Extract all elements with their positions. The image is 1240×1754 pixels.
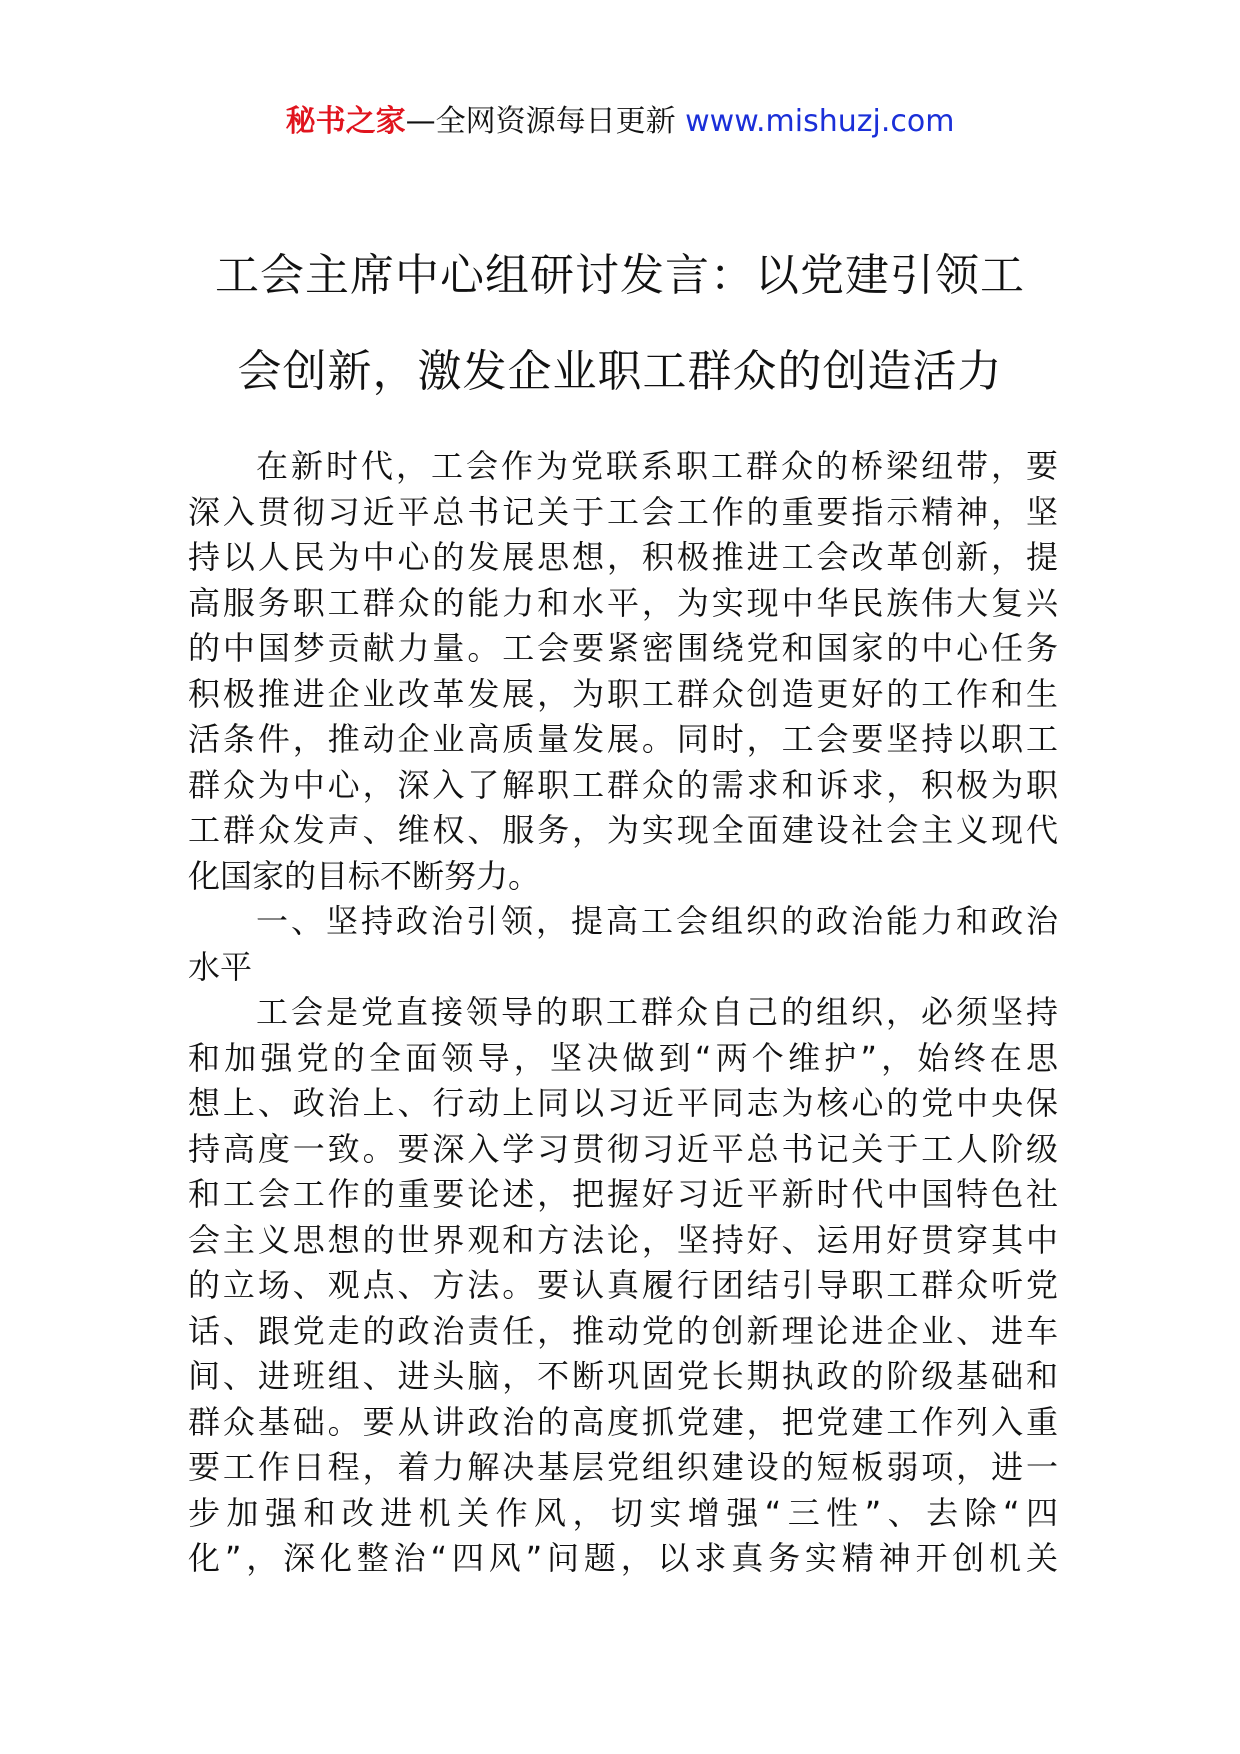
site-header bbox=[0, 100, 1240, 144]
paragraph-line: 和加强党的全面领导，坚决做到“两个维护”，始终在思 bbox=[188, 1038, 1058, 1077]
paragraph-line: 群众基础。要从讲政治的高度抓党建，把党建工作列入重 bbox=[188, 1402, 1058, 1441]
title-line: 工会主席中心组研讨发言：以党建引领工 bbox=[215, 250, 1025, 301]
paragraph-line: 和工会工作的重要论述，把握好习近平新时代中国特色社 bbox=[188, 1175, 1058, 1213]
paragraph-line: 在新时代，工会作为党联系职工群众的桥梁纽带，要 bbox=[256, 447, 1058, 485]
paragraph-line: 持以人民为中心的发展思想，积极推进工会改革创新，提 bbox=[188, 538, 1058, 576]
paragraph-line: 的立场、观点、方法。要认真履行团结引导职工群众听党 bbox=[188, 1266, 1058, 1304]
paragraph-line: 活条件，推动企业高质量发展。同时，工会要坚持以职工 bbox=[188, 720, 1058, 758]
section-heading-line: 一、坚持政治引领，提高工会组织的政治能力和政治 bbox=[256, 902, 1058, 940]
document-body bbox=[188, 444, 1058, 1582]
paragraph-line: 群众为中心，深入了解职工群众的需求和诉求，积极为职 bbox=[188, 765, 1058, 804]
paragraph-line: 想上、政治上、行动上同以习近平同志为核心的党中央保 bbox=[188, 1084, 1058, 1122]
paragraph-line: 步加强和改进机关作风，切实增强“三性”、去除“四 bbox=[188, 1493, 1058, 1532]
paragraph-line: 化国家的目标不断努力。 bbox=[188, 856, 541, 895]
paragraph-line: 话、跟党走的政治责任，推动党的创新理论进企业、进车 bbox=[188, 1311, 1058, 1350]
paragraph-line: 间、进班组、进头脑，不断巩固党长期执政的阶级基础和 bbox=[188, 1357, 1058, 1395]
paragraph-line: 工群众发声、维权、服务，为实现全面建设社会主义现代 bbox=[188, 811, 1058, 849]
site-url-link[interactable]: www.mishuzj.com bbox=[685, 104, 955, 139]
paragraph-line: 深入贯彻习近平总书记关于工会工作的重要指示精神，坚 bbox=[188, 492, 1058, 531]
paragraph-line: 要工作日程，着力解决基层党组织建设的短板弱项，进一 bbox=[188, 1448, 1058, 1486]
paragraph-line: 会主义思想的世界观和方法论，坚持好、运用好贯穿其中 bbox=[188, 1220, 1058, 1259]
paragraph-line: 的中国梦贡献力量。工会要紧密围绕党和国家的中心任务 bbox=[188, 629, 1058, 667]
paragraph-line: 化”，深化整治“四风”问题，以求真务实精神开创机关 bbox=[188, 1539, 1058, 1577]
paragraph-line: 工会是党直接领导的职工群众自己的组织，必须坚持 bbox=[256, 993, 1058, 1031]
document-title bbox=[150, 228, 1090, 420]
section-heading-line: 水平 bbox=[188, 947, 253, 986]
paragraph-line: 持高度一致。要深入学习贯彻习近平总书记关于工人阶级 bbox=[188, 1129, 1058, 1168]
site-brand: 秘书之家 bbox=[285, 104, 406, 139]
title-line: 会创新，激发企业职工群众的创造活力 bbox=[237, 346, 1003, 397]
site-tagline: —全网资源每日更新 bbox=[405, 104, 686, 139]
paragraph-line: 高服务职工群众的能力和水平，为实现中华民族伟大复兴 bbox=[188, 583, 1058, 622]
paragraph-line: 积极推进企业改革发展，为职工群众创造更好的工作和生 bbox=[188, 674, 1058, 713]
